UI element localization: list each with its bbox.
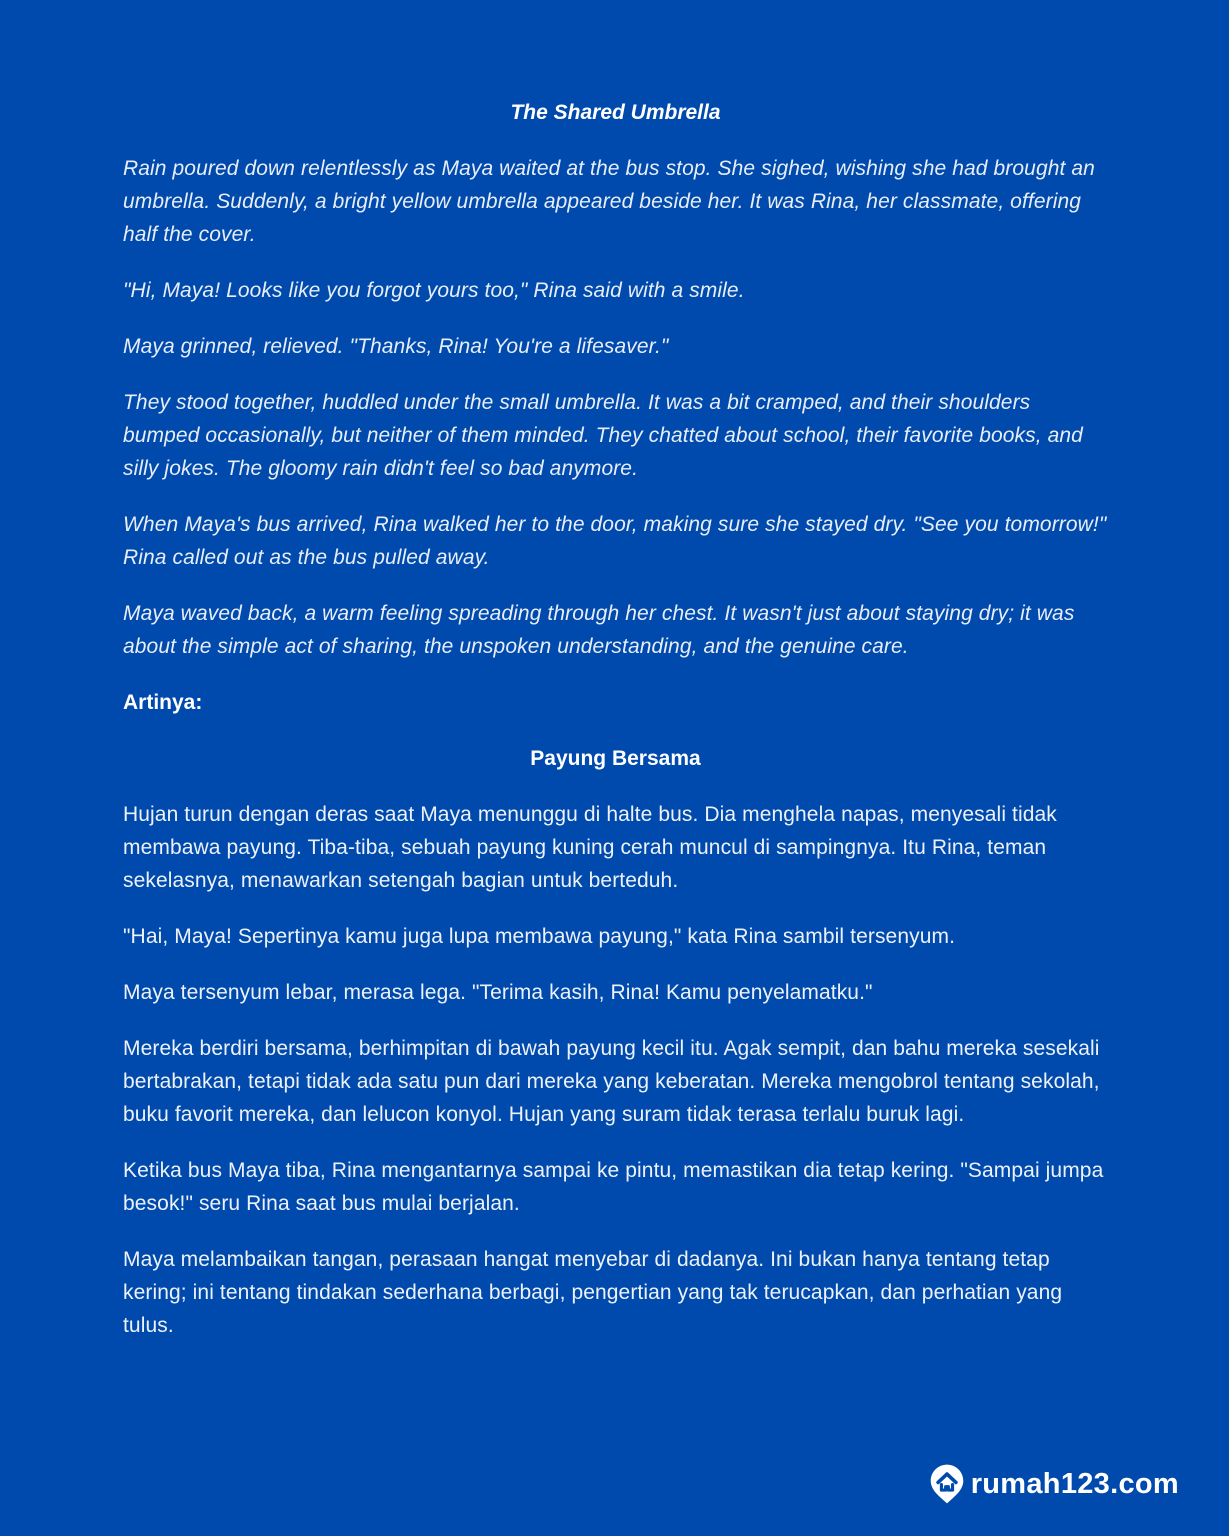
translation-label: Artinya:	[123, 691, 203, 714]
location-pin-house-icon	[928, 1463, 966, 1505]
indonesian-paragraph-6: Maya melambaikan tangan, perasaan hangat menyebar di dadanya. Ini bukan hanya tentang tetap kering; ini tentang tindakan sederhana berbagi, pengertian yang tak terucapkan, dan perhatian yang tulus.	[123, 1248, 1063, 1337]
english-paragraph-6: Maya waved back, a warm feeling spreading through her chest. It wasn't just about staying dry; it was about the simple act of sharing, the unspoken understanding, and the genuine care.	[123, 602, 1075, 658]
english-paragraph-2: "Hi, Maya! Looks like you forgot yours too," Rina said with a smile.	[123, 279, 745, 302]
brand-name: rumah123.com	[970, 1467, 1179, 1500]
indonesian-story-title: Payung Bersama	[530, 747, 701, 770]
indonesian-paragraph-5: Ketika bus Maya tiba, Rina mengantarnya sampai ke pintu, memastikan dia tetap kering. "Sampai jumpa besok!" seru Rina saat bus mulai berjalan.	[123, 1159, 1104, 1215]
indonesian-paragraph-1: Hujan turun dengan deras saat Maya menunggu di halte bus. Dia menghela napas, menyesali tidak membawa payung. Tiba-tiba, sebuah payung kuning cerah muncul di sampingnya. Itu Rina, teman sekelasnya, menawarkan setengah bagian untuk berteduh.	[123, 803, 1057, 892]
indonesian-paragraph-4: Mereka berdiri bersama, berhimpitan di bawah payung kecil itu. Agak sempit, dan bahu mereka sesekali bertabrakan, tetapi tidak ada satu pun dari mereka yang keberatan. Mereka mengobrol tentang sekolah, buku favorit mereka, dan lelucon konyol. Hujan yang suram tidak terasa terlalu buruk lagi.	[123, 1037, 1100, 1126]
english-paragraph-1: Rain poured down relentlessly as Maya waited at the bus stop. She sighed, wishing she had brought an umbrella. Suddenly, a bright yellow umbrella appeared beside her. It was Rina, her classmate, offering half the cover.	[123, 157, 1095, 246]
english-paragraph-4: They stood together, huddled under the small umbrella. It was a bit cramped, and their shoulders bumped occasionally, but neither of them minded. They chatted about school, their favorite books, and silly jokes. The gloomy rain didn't feel so bad anymore.	[123, 391, 1083, 480]
english-paragraph-5: When Maya's bus arrived, Rina walked her to the door, making sure she stayed dry. "See you tomorrow!" Rina called out as the bus pulled away.	[123, 513, 1107, 569]
brand-logo	[928, 1463, 1179, 1505]
indonesian-paragraph-2: "Hai, Maya! Sepertinya kamu juga lupa membawa payung," kata Rina sambil tersenyum.	[123, 925, 956, 948]
english-story-title: The Shared Umbrella	[510, 101, 721, 124]
english-paragraph-3: Maya grinned, relieved. "Thanks, Rina! You're a lifesaver."	[123, 335, 669, 358]
indonesian-paragraph-3: Maya tersenyum lebar, merasa lega. "Terima kasih, Rina! Kamu penyelamatku."	[123, 981, 873, 1004]
